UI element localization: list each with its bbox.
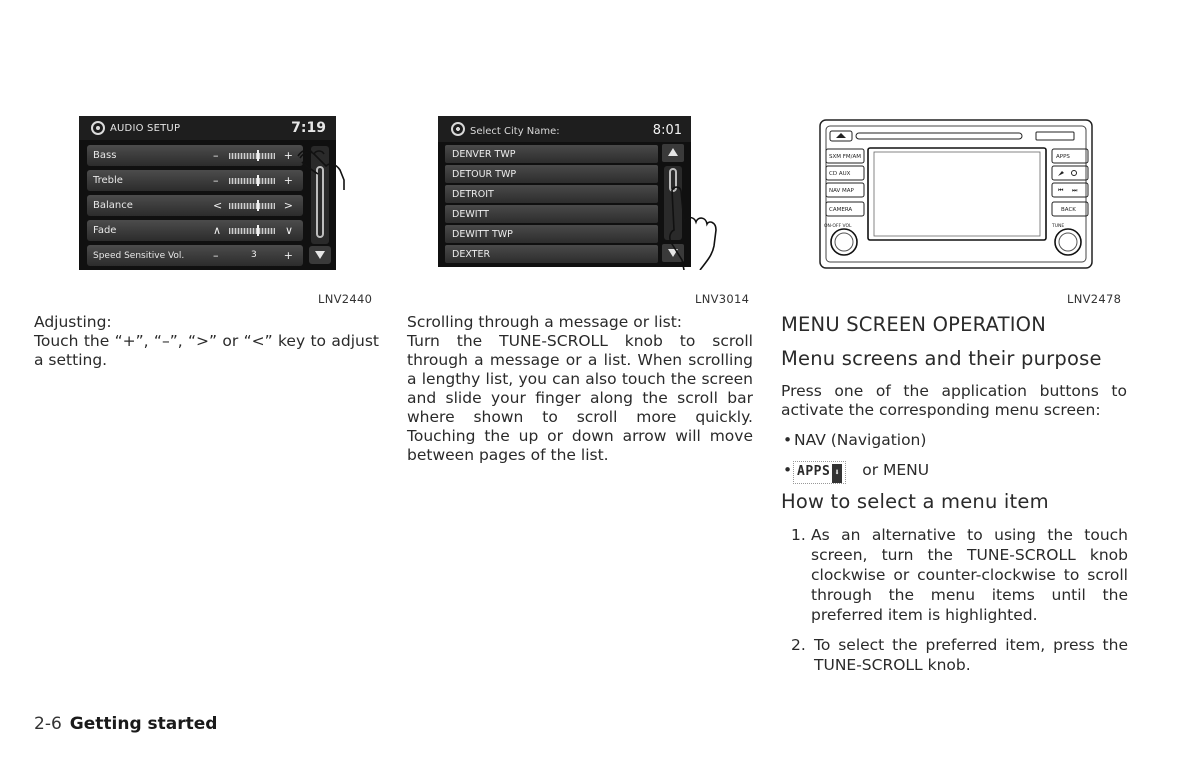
adjusting-label: Adjusting: — [34, 313, 112, 331]
section-title: Getting started — [69, 714, 218, 734]
balance-row[interactable] — [87, 195, 303, 216]
list-item[interactable]: DEXTER — [445, 245, 658, 263]
figure-code: LNV2440 — [318, 292, 373, 306]
city-list-title: Select City Name: — [470, 126, 560, 137]
sliding-finger-hand-icon — [666, 186, 718, 270]
up-key[interactable]: ∧ — [213, 224, 222, 237]
minus-key[interactable]: – — [213, 149, 219, 162]
row-label: Bass — [93, 150, 117, 161]
clock: 7:19 — [291, 120, 326, 136]
list-item[interactable]: DETOUR TWP — [445, 165, 658, 183]
subheading-menu-screens: Menu screens and their purpose — [781, 347, 1102, 370]
seek-back-icon: ⏮ — [1058, 187, 1064, 194]
list-item: • APPS ⬇ or MENU — [783, 461, 1123, 484]
nav-map-button: NAV MAP — [829, 188, 854, 194]
speed-sensitive-vol-row[interactable] — [87, 245, 303, 266]
camera-button: CAMERA — [829, 207, 853, 213]
sxm-fm-am-button: SXM FM/AM — [829, 154, 862, 160]
location-icon — [451, 122, 465, 136]
back-button: BACK — [1061, 207, 1076, 213]
row-label: Speed Sensitive Vol. — [93, 251, 185, 261]
subheading-select-item: How to select a menu item — [781, 490, 1049, 513]
bass-row[interactable] — [87, 145, 303, 166]
seek-forward-icon: ⏭ — [1072, 187, 1078, 194]
minus-key[interactable]: – — [213, 174, 219, 187]
adjusting-text: Touch the “+”, “–”, “>” or “<” key to adjust a setting. — [34, 332, 379, 369]
row-label: Fade — [93, 225, 117, 236]
apps-button: APPS — [1056, 154, 1070, 160]
list-item: • NAV (Navigation) — [783, 431, 927, 449]
plus-key[interactable]: + — [283, 249, 293, 262]
audio-setup-title: AUDIO SETUP — [110, 123, 181, 134]
list-item[interactable]: DENVER TWP — [445, 145, 658, 163]
speed-vol-value: 3 — [251, 250, 257, 260]
apps-key-icon: APPS ⬇ — [793, 461, 846, 484]
section-heading: MENU SCREEN OPERATION — [781, 313, 1046, 336]
list-item[interactable]: DETROIT — [445, 185, 658, 203]
audio-setup-header — [79, 116, 336, 140]
figure-code: LNV2478 — [1067, 292, 1122, 306]
city-list-screen-figure — [438, 116, 691, 267]
right-key[interactable]: > — [283, 199, 293, 212]
page-down-arrow-icon[interactable] — [309, 246, 331, 264]
plus-key[interactable]: + — [283, 149, 293, 162]
row-label: Balance — [93, 200, 133, 211]
settings-icon — [91, 121, 105, 135]
city-list-header — [438, 116, 691, 142]
list-item[interactable]: DEWITT TWP — [445, 225, 658, 243]
clock: 8:01 — [652, 123, 682, 138]
on-off-vol-label: ON·OFF VOL — [824, 224, 852, 229]
touching-hand-icon — [296, 140, 348, 190]
treble-row[interactable] — [87, 170, 303, 191]
scrolling-label: Scrolling through a message or list: — [407, 313, 682, 331]
scrolling-text: Turn the TUNE-SCROLL knob to scroll through a message or a list. When scrolling a lengthy list, you can also touch the screen and slide your finger along the scroll bar where shown to scroll more quickly. Touching the up or down arrow will move between pages of the list. — [407, 332, 753, 464]
row-label: Treble — [93, 175, 123, 186]
page-footer — [34, 714, 217, 734]
down-key[interactable]: ∨ — [284, 224, 293, 237]
cd-aux-button: CD AUX — [829, 171, 851, 177]
fade-row[interactable] — [87, 220, 303, 241]
left-key[interactable]: < — [213, 199, 223, 212]
head-unit-control-panel-figure — [818, 118, 1094, 270]
page-number: 2-6 — [34, 714, 62, 734]
minus-key[interactable]: – — [213, 249, 219, 262]
figure-code: LNV3014 — [695, 292, 750, 306]
page-up-arrow-icon[interactable] — [662, 144, 684, 162]
plus-key[interactable]: + — [283, 174, 293, 187]
menu-intro-text: Press one of the application buttons to activate the corresponding menu screen: — [781, 382, 1127, 419]
list-item[interactable]: DEWITT — [445, 205, 658, 223]
tune-label: TUNE — [1052, 224, 1065, 229]
